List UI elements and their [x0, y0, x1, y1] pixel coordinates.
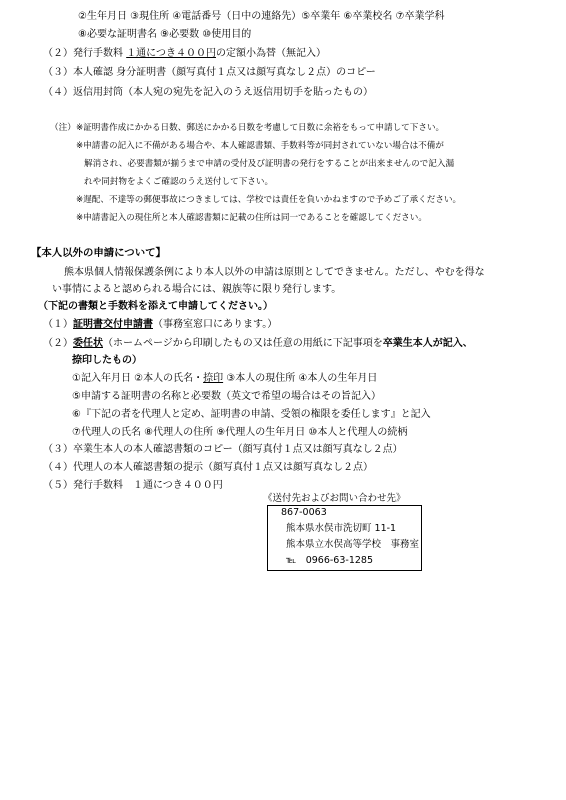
- note-2-line2: 解消され、必要書類が揃うまで申請の受付及び証明書の発行をすることが出来ませんので記入漏: [84, 159, 455, 169]
- proxy-subitems-1: [72, 372, 377, 385]
- proxy-item-1-number: （１）: [43, 319, 73, 330]
- contact-phone: ℡ 0966-63-1285: [286, 555, 374, 566]
- proxy-heading: 【本人以外の申請について】: [31, 247, 166, 259]
- contact-box: [267, 505, 422, 571]
- proxy-item-2-emphasis: 卒業生本人が記入、: [382, 338, 473, 349]
- proxy-item-1: [43, 318, 277, 331]
- proxy-subitems-4: ⑦代理人の氏名 ⑧代理人の住所 ⑨代理人の生年月日 ⑩本人と代理人の続柄: [72, 427, 408, 438]
- contact-heading: 《送付先およびお問い合わせ先》: [263, 493, 406, 504]
- note-2-line1: ※申請書の記入に不備がある場合や、本人確認書類、手数料等が同封されていない場合は不備が: [76, 141, 444, 151]
- proxy-item-2: [43, 337, 473, 350]
- proxy-item-3: （３）卒業生本人の本人確認書類のコピー（顔写真付１点又は顔写真なし２点）: [43, 444, 403, 455]
- proxy-item-2-line2: [72, 354, 142, 367]
- proxy-paragraph-line1: 熊本県個人情報保護条例により本人以外の申請は原則としてできません。ただし、やむを得な: [64, 267, 485, 278]
- subitems-1c: ③本人の現住所 ④本人の生年月日: [223, 373, 378, 384]
- item1-fields-line1: ②生年月日 ③現住所 ④電話番号（日中の連絡先）⑤卒業年 ⑥卒業校名 ⑦卒業学科: [78, 11, 445, 22]
- subitems-1a: ①記入年月日 ②本人の氏名・: [72, 373, 204, 384]
- proxy-item-4: （４）代理人の本人確認書類の提示（顔写真付１点又は顔写真なし２点）: [43, 462, 373, 473]
- note-1: ※証明書作成にかかる日数、郵送にかかる日数を考慮して日数に余裕をもって申請して下さい。: [76, 123, 445, 133]
- item1-fields-line2: ⑧必要な証明書名 ⑨必要数 ⑩使用目的: [78, 29, 252, 40]
- proxy-subitems-3: ⑥『下記の者を代理人と定め、証明書の申請、受領の権限を委任します』と記入: [72, 409, 431, 420]
- contact-address: 熊本県水俣市洗切町 11-1: [286, 523, 397, 534]
- proxy-subitems-2: ⑤申請する証明書の名称と必要数（英文で希望の場合はその旨記入）: [72, 391, 381, 402]
- proxy-item-1-title: 証明書交付申請書: [73, 319, 153, 330]
- proxy-item-2-seal: 捺印したもの）: [72, 355, 142, 366]
- item2-prefix: （２）発行手数料: [43, 48, 123, 59]
- item2-fee: [43, 47, 326, 60]
- contact-postal-code: 867-0063: [281, 507, 327, 518]
- note-2-line3: れや同封物をよくご確認のうえ送付して下さい。: [84, 177, 274, 187]
- item2-suffix: の定額小為替（無記入）: [216, 48, 326, 59]
- subitems-1-seal: 捺印: [203, 373, 224, 384]
- note-4: ※申請書記入の現住所と本人確認書類に記載の住所は同一であることを確認してください。: [76, 213, 427, 223]
- proxy-instruction: （下記の書類と手数料を添えて申請してください。）: [38, 301, 273, 312]
- proxy-paragraph-line2: い事情によると認められる場合には、親族等に限り発行します。: [52, 284, 342, 295]
- proxy-item-1-note: （事務室窓口にあります。）: [153, 319, 278, 330]
- proxy-item-2-number: （２）: [43, 338, 73, 349]
- proxy-item-5: （５）発行手数料 １通につき４００円: [43, 480, 223, 491]
- contact-school: 熊本県立水俣高等学校 事務室: [286, 539, 420, 550]
- item4-return-envelope: （４）返信用封筒（本人宛の宛先を記入のうえ返信用切手を貼ったもの）: [43, 87, 373, 98]
- proxy-item-2-title: 委任状: [73, 338, 103, 349]
- item2-fee-amount: １通につき４００円: [126, 48, 216, 59]
- proxy-item-2-note: （ホームページから印刷したもの又は任意の用紙に下記事項を: [103, 338, 383, 349]
- item3-id-copy: （３）本人確認 身分証明書（顔写真付１点又は顔写真なし２点）のコピー: [43, 67, 376, 78]
- note-3: ※遅配、不達等の郵便事故につきましては、学校では責任を負いかねますので予めご了承ください。: [76, 195, 462, 205]
- notes-label: （注）: [50, 123, 76, 133]
